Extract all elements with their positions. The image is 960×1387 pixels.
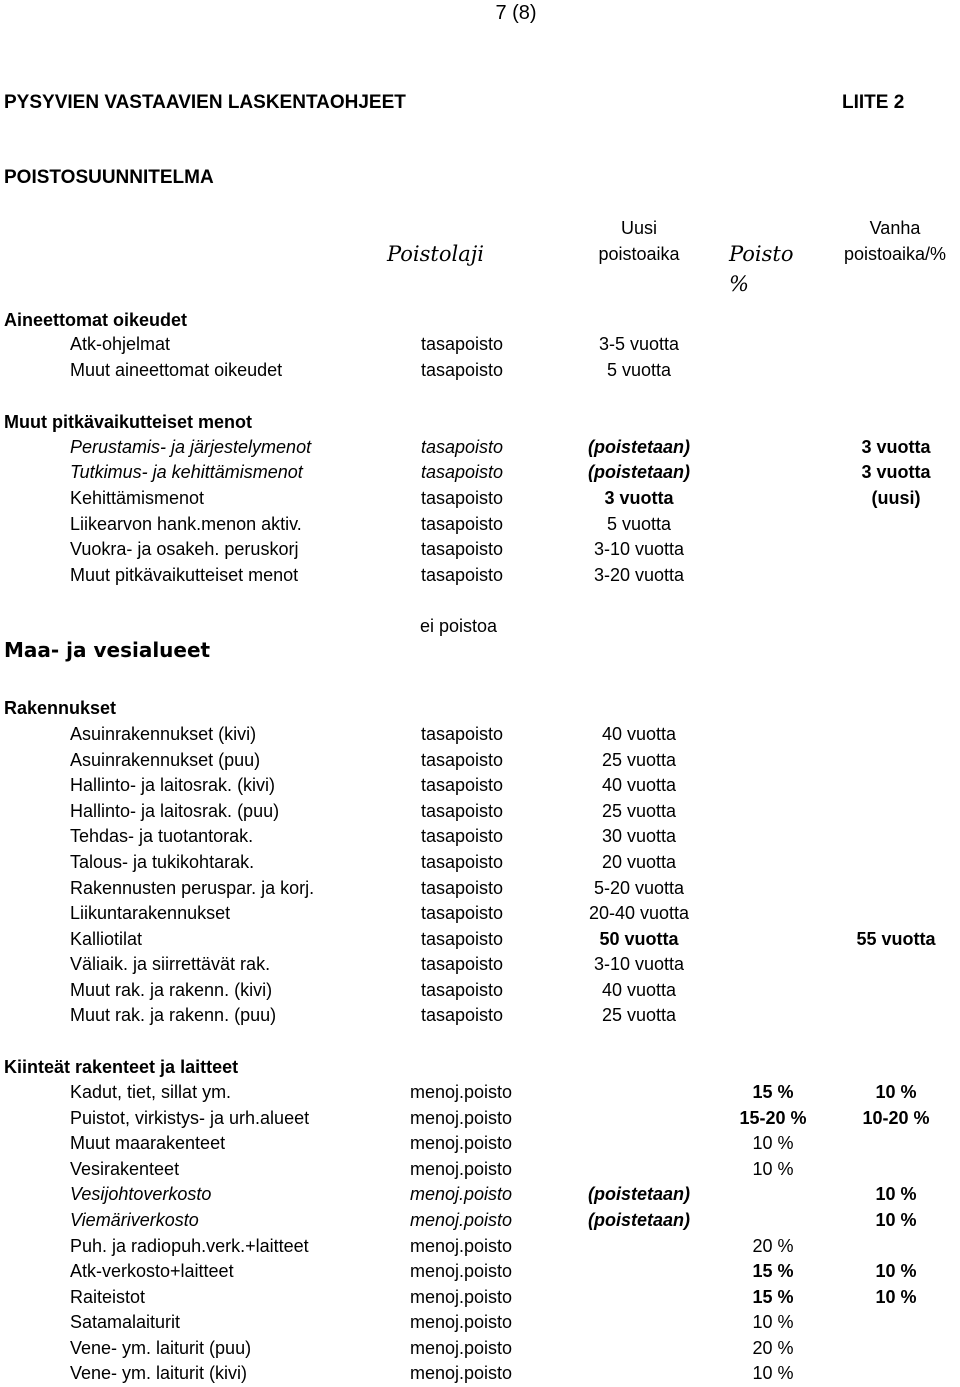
depreciation-percent: 15-20 % bbox=[739, 1108, 807, 1128]
new-depreciation-time: 3-10 vuotta bbox=[593, 539, 685, 559]
asset-name: Muut rak. ja rakenn. (kivi) bbox=[70, 980, 273, 1000]
asset-name: Kalliotilat bbox=[70, 929, 143, 949]
depreciation-type: tasapoisto bbox=[421, 437, 504, 457]
asset-name: Vesirakenteet bbox=[70, 1159, 180, 1179]
asset-name: Vesijohtoverkosto bbox=[70, 1184, 212, 1204]
header-vanha-line1: Vanha bbox=[869, 218, 921, 238]
asset-name: Kadut, tiet, sillat ym. bbox=[70, 1082, 232, 1102]
depreciation-type: tasapoisto bbox=[421, 488, 504, 508]
new-depreciation-time: 3 vuotta bbox=[604, 488, 674, 508]
old-depreciation-time: 10 % bbox=[875, 1082, 917, 1102]
depreciation-type: tasapoisto bbox=[421, 539, 504, 559]
depreciation-type: tasapoisto bbox=[421, 980, 504, 1000]
asset-name: Väliaik. ja siirrettävät rak. bbox=[70, 954, 271, 974]
depreciation-type: tasapoisto bbox=[421, 903, 504, 923]
new-depreciation-time: 20 vuotta bbox=[601, 852, 677, 872]
depreciation-type: menoj.poisto bbox=[410, 1108, 513, 1128]
new-depreciation-time: 50 vuotta bbox=[599, 929, 679, 949]
asset-name: Liikuntarakennukset bbox=[70, 903, 231, 923]
depreciation-percent: 15 % bbox=[752, 1287, 794, 1307]
asset-name: Tutkimus- ja kehittämismenot bbox=[70, 462, 303, 482]
new-depreciation-time: 40 vuotta bbox=[601, 724, 677, 744]
header-poisto-line2: % bbox=[729, 272, 749, 296]
old-depreciation-time: (uusi) bbox=[871, 488, 921, 508]
depreciation-type: tasapoisto bbox=[421, 360, 504, 380]
section-maa: Maa- ja vesialueet bbox=[4, 638, 211, 662]
asset-name: Tehdas- ja tuotantorak. bbox=[70, 826, 254, 846]
asset-name: Puh. ja radiopuh.verk.+laitteet bbox=[70, 1236, 309, 1256]
section-kiintea: Kiinteät rakenteet ja laitteet bbox=[4, 1057, 239, 1077]
depreciation-percent: 10 % bbox=[752, 1312, 794, 1332]
asset-name: Rakennusten peruspar. ja korj. bbox=[70, 878, 315, 898]
asset-name: Asuinrakennukset (puu) bbox=[70, 750, 261, 770]
document-subtitle: POISTOSUUNNITELMA bbox=[4, 167, 214, 188]
new-depreciation-time: (poistetaan) bbox=[587, 437, 691, 457]
depreciation-type: menoj.poisto bbox=[410, 1184, 513, 1204]
old-depreciation-time: 10 % bbox=[875, 1210, 917, 1230]
header-poisto-line1: Poisto bbox=[729, 242, 794, 266]
asset-name: Muut pitkävaikutteiset menot bbox=[70, 565, 299, 585]
asset-name: Vene- ym. laiturit (kivi) bbox=[70, 1363, 248, 1383]
asset-name: Talous- ja tukikohtarak. bbox=[70, 852, 255, 872]
asset-name: Satamalaiturit bbox=[70, 1312, 181, 1332]
depreciation-type: tasapoisto bbox=[421, 852, 504, 872]
asset-name: Muut aineettomat oikeudet bbox=[70, 360, 283, 380]
new-depreciation-time: 5-20 vuotta bbox=[593, 878, 685, 898]
asset-name: Hallinto- ja laitosrak. (kivi) bbox=[70, 775, 276, 795]
asset-name: Atk-ohjelmat bbox=[70, 334, 171, 354]
asset-name: Muut rak. ja rakenn. (puu) bbox=[70, 1005, 277, 1025]
old-depreciation-time: 3 vuotta bbox=[861, 437, 931, 457]
depreciation-type: menoj.poisto bbox=[410, 1261, 513, 1281]
depreciation-type: menoj.poisto bbox=[410, 1159, 513, 1179]
depreciation-percent: 15 % bbox=[752, 1261, 794, 1281]
depreciation-percent: 20 % bbox=[752, 1338, 794, 1358]
depreciation-percent: 10 % bbox=[752, 1363, 794, 1383]
asset-name: Vene- ym. laiturit (puu) bbox=[70, 1338, 252, 1358]
new-depreciation-time: 25 vuotta bbox=[601, 801, 677, 821]
new-depreciation-time: 40 vuotta bbox=[601, 980, 677, 1000]
depreciation-type: menoj.poisto bbox=[410, 1236, 513, 1256]
asset-name: Hallinto- ja laitosrak. (puu) bbox=[70, 801, 280, 821]
depreciation-type: menoj.poisto bbox=[410, 1312, 513, 1332]
depreciation-type: tasapoisto bbox=[421, 826, 504, 846]
depreciation-type: tasapoisto bbox=[421, 514, 504, 534]
maa-note: ei poistoa bbox=[420, 616, 498, 636]
old-depreciation-time: 10 % bbox=[875, 1184, 917, 1204]
depreciation-type: tasapoisto bbox=[421, 954, 504, 974]
page-number: 7 (8) bbox=[495, 2, 537, 24]
new-depreciation-time: 5 vuotta bbox=[606, 360, 672, 380]
depreciation-type: tasapoisto bbox=[421, 801, 504, 821]
depreciation-type: tasapoisto bbox=[421, 334, 504, 354]
new-depreciation-time: 3-20 vuotta bbox=[593, 565, 685, 585]
depreciation-type: tasapoisto bbox=[421, 565, 504, 585]
depreciation-type: menoj.poisto bbox=[410, 1133, 513, 1153]
section-muut-pitka: Muut pitkävaikutteiset menot bbox=[4, 412, 253, 432]
new-depreciation-time: 40 vuotta bbox=[601, 775, 677, 795]
new-depreciation-time: 5 vuotta bbox=[606, 514, 672, 534]
new-depreciation-time: 3-5 vuotta bbox=[598, 334, 680, 354]
new-depreciation-time: 20-40 vuotta bbox=[588, 903, 690, 923]
asset-name: Viemäriverkosto bbox=[70, 1210, 199, 1230]
old-depreciation-time: 55 vuotta bbox=[856, 929, 936, 949]
header-uusi-line2: poistoaika bbox=[598, 244, 680, 264]
depreciation-type: tasapoisto bbox=[421, 750, 504, 770]
depreciation-type: tasapoisto bbox=[421, 929, 504, 949]
new-depreciation-time: 3-10 vuotta bbox=[593, 954, 685, 974]
new-depreciation-time: 30 vuotta bbox=[601, 826, 677, 846]
depreciation-percent: 20 % bbox=[752, 1236, 794, 1256]
asset-name: Vuokra- ja osakeh. peruskorj bbox=[70, 539, 299, 559]
depreciation-type: tasapoisto bbox=[421, 1005, 504, 1025]
asset-name: Raiteistot bbox=[70, 1287, 146, 1307]
depreciation-type: tasapoisto bbox=[421, 775, 504, 795]
asset-name: Liikearvon hank.menon aktiv. bbox=[70, 514, 302, 534]
depreciation-type: menoj.poisto bbox=[410, 1338, 513, 1358]
appendix-label: LIITE 2 bbox=[842, 92, 905, 113]
header-poistolaji: Poistolaji bbox=[387, 242, 484, 266]
old-depreciation-time: 10 % bbox=[875, 1287, 917, 1307]
new-depreciation-time: (poistetaan) bbox=[587, 1184, 691, 1204]
asset-name: Kehittämismenot bbox=[70, 488, 205, 508]
section-rakennukset: Rakennukset bbox=[4, 698, 117, 718]
new-depreciation-time: (poistetaan) bbox=[587, 1210, 691, 1230]
document-title: PYSYVIEN VASTAAVIEN LASKENTAOHJEET bbox=[4, 92, 406, 113]
header-vanha-line2: poistoaika/% bbox=[843, 244, 947, 264]
asset-name: Atk-verkosto+laitteet bbox=[70, 1261, 234, 1281]
depreciation-type: menoj.poisto bbox=[410, 1082, 513, 1102]
depreciation-type: tasapoisto bbox=[421, 462, 504, 482]
depreciation-type: menoj.poisto bbox=[410, 1363, 513, 1383]
depreciation-type: tasapoisto bbox=[421, 878, 504, 898]
depreciation-percent: 15 % bbox=[752, 1082, 794, 1102]
asset-name: Puistot, virkistys- ja urh.alueet bbox=[70, 1108, 310, 1128]
new-depreciation-time: 25 vuotta bbox=[601, 1005, 677, 1025]
depreciation-percent: 10 % bbox=[752, 1159, 794, 1179]
new-depreciation-time: (poistetaan) bbox=[587, 462, 691, 482]
old-depreciation-time: 3 vuotta bbox=[861, 462, 931, 482]
asset-name: Perustamis- ja järjestelymenot bbox=[70, 437, 312, 457]
depreciation-type: tasapoisto bbox=[421, 724, 504, 744]
old-depreciation-time: 10 % bbox=[875, 1261, 917, 1281]
depreciation-type: menoj.poisto bbox=[410, 1210, 513, 1230]
header-uusi-line1: Uusi bbox=[620, 218, 658, 238]
asset-name: Asuinrakennukset (kivi) bbox=[70, 724, 257, 744]
depreciation-type: menoj.poisto bbox=[410, 1287, 513, 1307]
depreciation-percent: 10 % bbox=[752, 1133, 794, 1153]
asset-name: Muut maarakenteet bbox=[70, 1133, 226, 1153]
old-depreciation-time: 10-20 % bbox=[862, 1108, 930, 1128]
new-depreciation-time: 25 vuotta bbox=[601, 750, 677, 770]
section-aineettomat: Aineettomat oikeudet bbox=[4, 310, 188, 330]
